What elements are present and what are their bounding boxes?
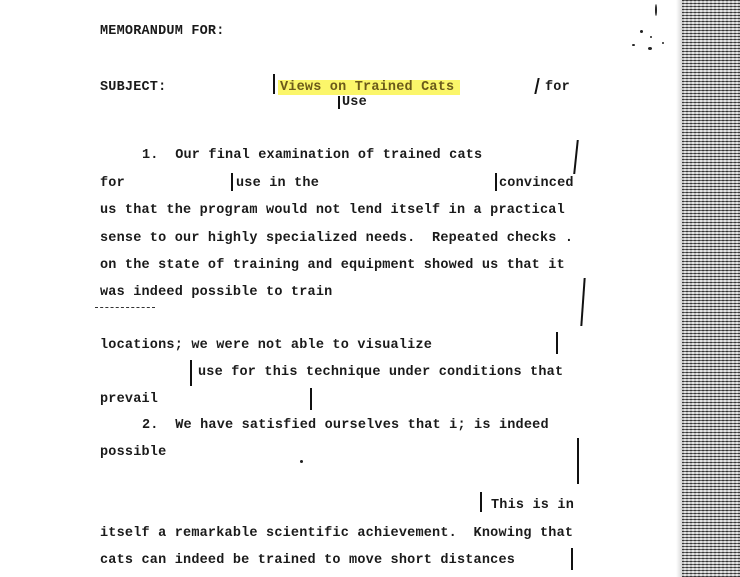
redaction-mark (577, 438, 579, 484)
redaction-mark (310, 388, 312, 410)
subject-title: Views on Trained Cats (278, 80, 460, 96)
para1-line4: sense to our highly specialized needs. Repeated checks . (100, 231, 574, 246)
dashed-mark (95, 307, 155, 309)
redaction-mark (273, 74, 275, 94)
scan-edge (682, 0, 740, 577)
para1-line3: us that the program would not lend itself in a practical (100, 203, 565, 218)
speck (662, 42, 664, 44)
speck (648, 47, 652, 50)
redaction-mark (480, 492, 482, 512)
para1-line7: locations; we were not able to visualize (100, 338, 433, 353)
redaction-mark (495, 173, 497, 191)
redaction-mark (571, 548, 573, 570)
redaction-mark (190, 360, 192, 386)
redaction-mark (580, 278, 585, 326)
speck (632, 44, 635, 46)
para1-line6: was indeed possible to train (100, 285, 333, 300)
para2-line5: cats can indeed be trained to move short distances (100, 553, 516, 568)
para2-line2: possible (100, 445, 167, 460)
speck (655, 4, 657, 16)
para2-line4: itself a remarkable scientific achievement. Knowing that (100, 526, 574, 541)
para1-line2-a: for (100, 176, 125, 191)
para1-line2-c: convinced (499, 176, 574, 191)
redaction-mark (231, 173, 233, 191)
para1-line8: use for this technique under conditions that (198, 365, 564, 380)
para2-line1: 2. We have satisfied ourselves that i; is indeed (142, 418, 549, 433)
redaction-mark (573, 140, 579, 174)
para1-line2-b: use in the (236, 176, 320, 191)
para1-line5: on the state of training and equipment showed us that it (100, 258, 565, 273)
para2-line3: This is in (491, 498, 575, 513)
memo-header: MEMORANDUM FOR: (100, 24, 225, 39)
para1-line1: 1. Our final examination of trained cats (142, 148, 483, 163)
subject-use: Use (342, 95, 367, 110)
redaction-mark (556, 332, 558, 354)
speck (640, 30, 643, 33)
para1-line9: prevail (100, 392, 159, 407)
speck (650, 36, 652, 38)
speck (300, 460, 303, 463)
subject-label: SUBJECT: (100, 80, 167, 95)
subject-for: for (545, 80, 570, 95)
redaction-mark (534, 78, 539, 94)
redaction-mark (338, 96, 340, 109)
